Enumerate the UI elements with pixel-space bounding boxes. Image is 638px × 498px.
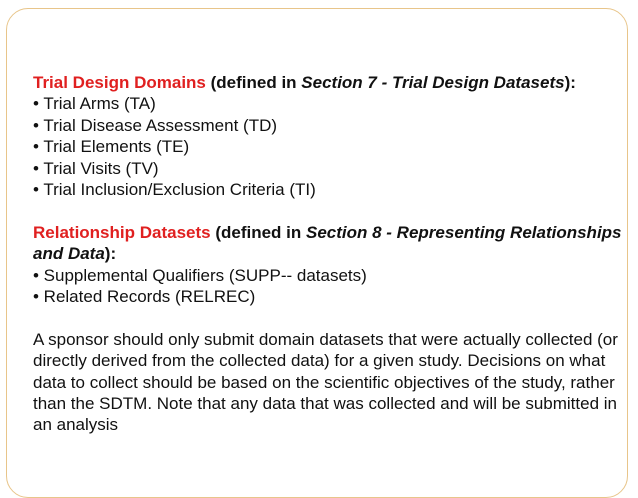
heading-text: ): <box>104 244 117 264</box>
heading-reference: Section 7 - Trial Design Datasets <box>301 73 565 92</box>
heading-text: (defined in <box>210 222 306 242</box>
list-item: • Trial Arms (TA) <box>33 94 156 114</box>
spacer <box>33 307 623 328</box>
list-item: • Related Records (RELREC) <box>33 287 256 307</box>
list-item: • Trial Visits (TV) <box>33 158 159 178</box>
list-item: • Trial Inclusion/Exclusion Criteria (TI) <box>33 180 316 200</box>
list-item: • Trial Disease Assessment (TD) <box>33 115 278 135</box>
heading-highlight: Relationship Datasets <box>33 222 211 242</box>
heading-highlight: Trial Design Domains <box>33 73 206 92</box>
heading-reference: Section 8 - Representing Relationships and Data <box>33 222 622 264</box>
slide-content <box>33 72 623 436</box>
heading-text: ): <box>564 73 576 92</box>
section-heading-trial-design <box>33 72 623 93</box>
section-heading-relationship <box>33 222 623 265</box>
list-item: • Trial Elements (TE) <box>33 137 190 157</box>
spacer <box>33 200 623 221</box>
list-item: • Supplemental Qualifiers (SUPP-- datasets) <box>33 265 367 285</box>
heading-text: (defined in <box>205 73 302 92</box>
body-paragraph: A sponsor should only submit domain datasets that were actually collected (or directly derived from the collected data) for a given study. Decisions on what data to collect should be based on the scientific objectives of the study, rather than the SDTM. Note that any data that was collected and will be submitted in an analysis <box>33 329 618 435</box>
